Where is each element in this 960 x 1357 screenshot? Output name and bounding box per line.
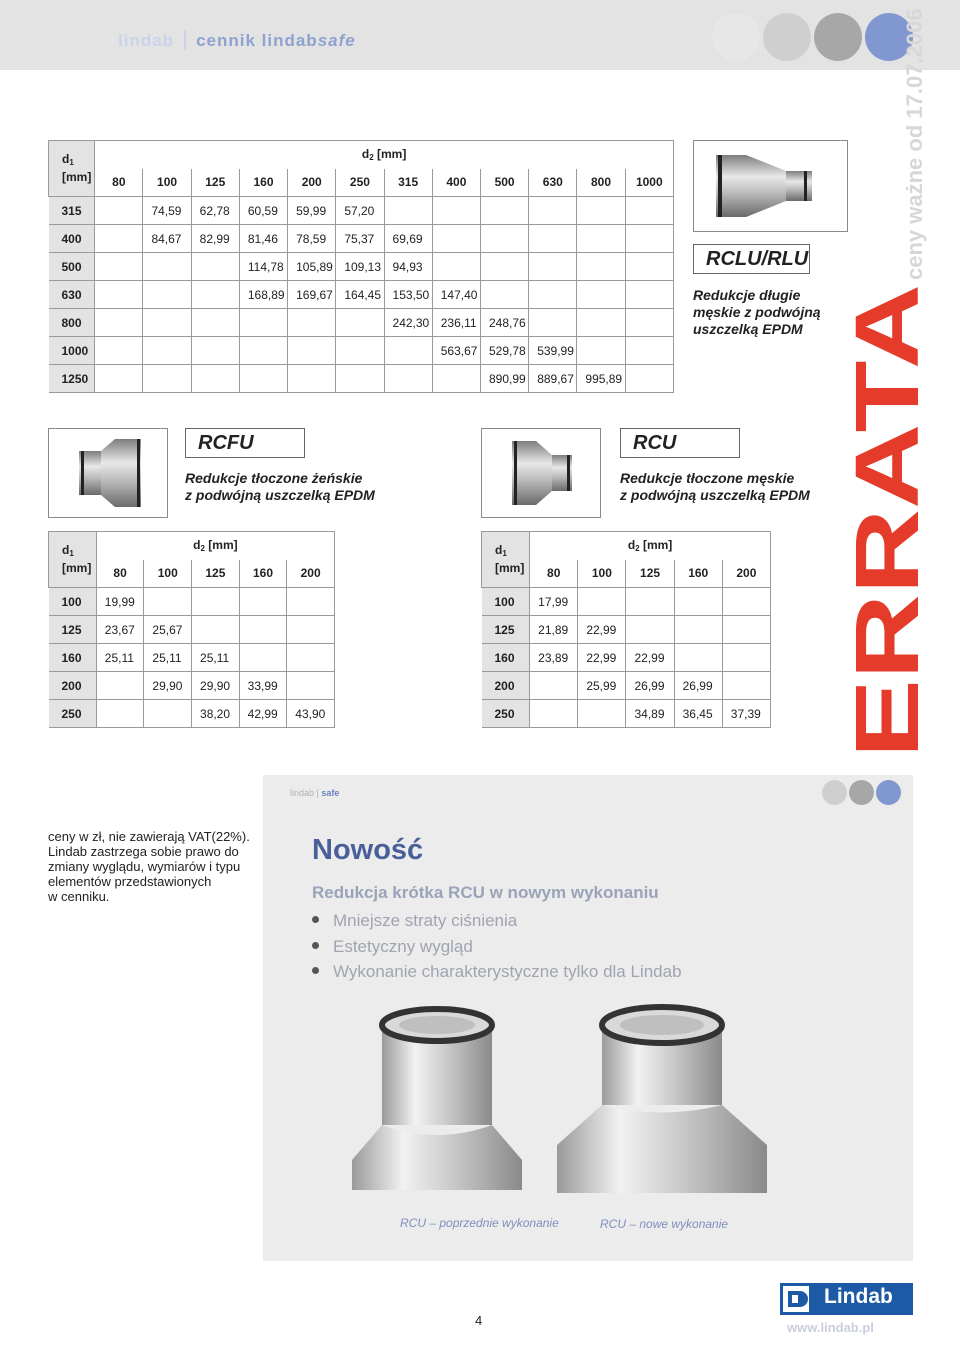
table-row (482, 672, 771, 700)
price-cell (480, 197, 528, 225)
table2-col-header: 100 (144, 560, 192, 588)
brand-name: lindab (118, 31, 175, 50)
price-cell (530, 672, 578, 700)
table3-body (482, 588, 771, 728)
price-cell (529, 309, 577, 337)
price-cell: 109,13 (336, 253, 384, 281)
price-cell (239, 309, 287, 337)
errata-text: ERRATA (838, 396, 938, 758)
price-cell (625, 337, 673, 365)
price-cell (529, 281, 577, 309)
price-cell: 248,76 (480, 309, 528, 337)
price-cell (722, 672, 770, 700)
row-header-d1: 630 (49, 281, 95, 309)
table-row (49, 253, 674, 281)
price-cell (336, 309, 384, 337)
price-cell: 563,67 (432, 337, 480, 365)
row-header-d1: 160 (482, 644, 530, 672)
price-cell: 38,20 (192, 700, 240, 728)
rcfu-description: Redukcje tłoczone żeńskie z podwójną uszczelką EPDM (185, 470, 375, 503)
price-cell: 60,59 (239, 197, 287, 225)
lower-dot-3 (876, 780, 901, 805)
price-cell (288, 365, 336, 393)
row-header-d1: 1250 (49, 365, 95, 393)
price-cell (384, 197, 432, 225)
table1-col-header: 160 (239, 169, 287, 197)
price-cell (722, 644, 770, 672)
table-row (49, 197, 674, 225)
price-cell: 82,99 (191, 225, 239, 253)
price-cell (191, 309, 239, 337)
caption-old-version: RCU – poprzednie wykonanie (400, 1216, 559, 1230)
price-cell (384, 337, 432, 365)
price-cell: 539,99 (529, 337, 577, 365)
price-cell (191, 337, 239, 365)
table1-body (49, 197, 674, 393)
row-header-d1: 160 (49, 644, 97, 672)
rclu-image-frame (693, 140, 848, 232)
price-cell (529, 253, 577, 281)
rcu-new-version (557, 1007, 767, 1193)
price-cell (144, 588, 192, 616)
table-row (49, 337, 674, 365)
bullet-dot-icon (312, 942, 319, 949)
table2-col-header: 160 (239, 560, 287, 588)
price-cell (384, 365, 432, 393)
table1-col-header: 500 (480, 169, 528, 197)
row-header-d1: 125 (482, 616, 530, 644)
price-cell (288, 309, 336, 337)
price-cell (722, 588, 770, 616)
brand-separator (184, 30, 186, 50)
table1-col-header: 250 (336, 169, 384, 197)
price-cell (625, 225, 673, 253)
price-cell: 26,99 (674, 672, 722, 700)
feature-bullet-2: Estetyczny wygląd (312, 937, 473, 957)
price-cell (288, 337, 336, 365)
header-dot-3 (814, 13, 862, 61)
table1-d2-header: $d_2$ [mm] (95, 141, 674, 169)
price-cell: 242,30 (384, 309, 432, 337)
row-header-d1: 1000 (49, 337, 95, 365)
price-cell: 57,20 (336, 197, 384, 225)
price-cell (577, 197, 625, 225)
price-cell (239, 337, 287, 365)
table1-col-header: 630 (529, 169, 577, 197)
price-cell (143, 309, 191, 337)
table-row (49, 281, 674, 309)
price-cell (529, 197, 577, 225)
price-cell: 78,59 (288, 225, 336, 253)
table-row (49, 672, 335, 700)
price-cell (95, 309, 143, 337)
rcfu-image-frame (48, 428, 168, 518)
price-cell (577, 309, 625, 337)
caption-new-version: RCU – nowe wykonanie (600, 1217, 729, 1231)
bullet-dot-icon (312, 967, 319, 974)
price-cell: 995,89 (577, 365, 625, 393)
price-cell (578, 588, 626, 616)
rcu-price-table (481, 531, 771, 728)
price-cell (432, 253, 480, 281)
price-cell: 29,90 (144, 672, 192, 700)
logo-text: Lindab (824, 1285, 893, 1308)
price-cell: 42,99 (239, 700, 287, 728)
price-cell (626, 588, 674, 616)
lower-header-band (263, 775, 913, 811)
row-header-d1: 500 (49, 253, 95, 281)
price-cell (674, 588, 722, 616)
price-cell: 25,67 (144, 616, 192, 644)
price-cell: 43,90 (287, 700, 335, 728)
price-cell (287, 644, 335, 672)
feature-bullet-3: Wykonanie charakterystyczne tylko dla Lindab (312, 962, 682, 982)
price-cell (625, 253, 673, 281)
row-header-d1: 125 (49, 616, 97, 644)
price-cell (625, 197, 673, 225)
table-row (49, 309, 674, 337)
price-cell (143, 281, 191, 309)
price-cell (432, 365, 480, 393)
rclu-label: RCLU/RLU (693, 244, 810, 274)
price-cell (577, 337, 625, 365)
header-brand (118, 30, 356, 51)
price-cell: 84,67 (143, 225, 191, 253)
new-product-title: Nowość (312, 834, 424, 866)
table1-col-header: 400 (432, 169, 480, 197)
price-cell (674, 644, 722, 672)
price-cell (95, 337, 143, 365)
price-cell (143, 337, 191, 365)
price-cell: 33,99 (239, 672, 287, 700)
price-cell (95, 281, 143, 309)
price-cell (191, 281, 239, 309)
price-cell (239, 365, 287, 393)
row-header-d1: 100 (482, 588, 530, 616)
price-cell (239, 644, 287, 672)
lower-brand: lindab | safe (290, 788, 340, 798)
price-cell (143, 253, 191, 281)
row-header-d1: 200 (49, 672, 97, 700)
price-cell: 81,46 (239, 225, 287, 253)
rclu-product-image (694, 141, 847, 231)
table2-col-header: 200 (287, 560, 335, 588)
lindab-logo-mark-icon (780, 1283, 820, 1315)
price-cell (432, 225, 480, 253)
price-cell (577, 281, 625, 309)
rcu-image-frame (481, 428, 601, 518)
table1-corner: $d_1$ [mm] (49, 141, 95, 197)
price-cell: 94,93 (384, 253, 432, 281)
price-cell (192, 588, 240, 616)
price-cell: 23,89 (530, 644, 578, 672)
price-cell (432, 197, 480, 225)
price-cell (577, 225, 625, 253)
price-cell: 75,37 (336, 225, 384, 253)
price-cell (192, 616, 240, 644)
price-cell (287, 588, 335, 616)
website-url[interactable]: www.lindab.pl (787, 1320, 874, 1335)
price-cell (674, 616, 722, 644)
table2-col-header: 80 (96, 560, 144, 588)
table1-col-header: 100 (143, 169, 191, 197)
price-cell (144, 700, 192, 728)
price-cell (95, 225, 143, 253)
price-cell (480, 281, 528, 309)
price-cell: 25,11 (192, 644, 240, 672)
price-cell: 147,40 (432, 281, 480, 309)
price-cell: 26,99 (626, 672, 674, 700)
rclu-price-table (48, 140, 674, 393)
price-cell (480, 253, 528, 281)
row-header-d1: 400 (49, 225, 95, 253)
price-cell (287, 616, 335, 644)
rclu-description: Redukcje długie męskie z podwójną uszczelką EPDM (693, 287, 821, 337)
table2-d2-header: $d_2$ [mm] (96, 532, 334, 560)
table1-col-header: 800 (577, 169, 625, 197)
price-cell: 164,45 (336, 281, 384, 309)
table-row (482, 644, 771, 672)
catalog-prefix: cennik lindab (196, 31, 318, 50)
table3-col-header: 200 (722, 560, 770, 588)
rcu-old-version (352, 1009, 522, 1190)
table3-col-header: 80 (530, 560, 578, 588)
price-cell: 169,67 (288, 281, 336, 309)
price-cell: 34,89 (626, 700, 674, 728)
price-cell: 25,99 (578, 672, 626, 700)
price-cell (530, 700, 578, 728)
table-row (49, 700, 335, 728)
errata-stamp (838, 280, 938, 760)
price-cell: 74,59 (143, 197, 191, 225)
price-disclaimer: ceny w zł, nie zawierają VAT(22%). Lindab zastrzega sobie prawo do zmiany wyglądu, wymiarów i typu elementów przedstawionych w cenniku. (48, 829, 250, 904)
price-cell: 22,99 (578, 644, 626, 672)
rcu-label: RCU (620, 428, 740, 458)
price-cell (336, 337, 384, 365)
table1-col-header: 80 (95, 169, 143, 197)
price-cell (626, 616, 674, 644)
table-row (49, 225, 674, 253)
rcfu-price-table (48, 531, 335, 728)
price-cell (578, 700, 626, 728)
price-cell (722, 616, 770, 644)
price-cell (95, 253, 143, 281)
table-row (482, 616, 771, 644)
price-cell (625, 281, 673, 309)
row-header-d1: 315 (49, 197, 95, 225)
lower-dot-1 (822, 780, 847, 805)
price-cell (529, 225, 577, 253)
price-cell: 236,11 (432, 309, 480, 337)
table3-col-header: 160 (674, 560, 722, 588)
table1-column-headers (49, 169, 674, 197)
header-dot-2 (763, 13, 811, 61)
price-cell (625, 309, 673, 337)
table-row (49, 588, 335, 616)
price-cell (96, 672, 144, 700)
price-cell: 890,99 (480, 365, 528, 393)
table3-col-header: 125 (626, 560, 674, 588)
price-cell (96, 700, 144, 728)
table-row (49, 616, 335, 644)
price-cell: 36,45 (674, 700, 722, 728)
rcu-description: Redukcje tłoczone męskie z podwójną uszczelką EPDM (620, 470, 810, 503)
feature-bullet-1: Mniejsze straty ciśnienia (312, 911, 517, 931)
table3-corner: $d_1$ [mm] (482, 532, 530, 588)
price-cell (191, 365, 239, 393)
table3-col-header: 100 (578, 560, 626, 588)
price-cell: 37,39 (722, 700, 770, 728)
price-cell: 19,99 (96, 588, 144, 616)
price-cell (287, 672, 335, 700)
table2-col-header: 125 (192, 560, 240, 588)
row-header-d1: 800 (49, 309, 95, 337)
table1-col-header: 200 (288, 169, 336, 197)
price-cell: 69,69 (384, 225, 432, 253)
price-cell: 105,89 (288, 253, 336, 281)
price-cell: 23,67 (96, 616, 144, 644)
price-cell (625, 365, 673, 393)
price-cell: 25,11 (96, 644, 144, 672)
header-dot-1 (712, 13, 760, 61)
price-cell (239, 588, 287, 616)
price-cell: 22,99 (578, 616, 626, 644)
table1-col-header: 315 (384, 169, 432, 197)
price-cell: 529,78 (480, 337, 528, 365)
rcfu-product-image (49, 429, 167, 517)
page-number: 4 (475, 1313, 483, 1328)
table-row (49, 365, 674, 393)
price-cell: 114,78 (239, 253, 287, 281)
price-cell: 21,89 (530, 616, 578, 644)
price-cell (95, 365, 143, 393)
price-cell: 168,89 (239, 281, 287, 309)
table-row (482, 700, 771, 728)
row-header-d1: 100 (49, 588, 97, 616)
bullet-dot-icon (312, 916, 319, 923)
catalog-suffix: safe (317, 31, 356, 50)
price-cell: 889,67 (529, 365, 577, 393)
price-cell: 59,99 (288, 197, 336, 225)
price-cell (191, 253, 239, 281)
price-cell: 17,99 (530, 588, 578, 616)
price-cell (95, 197, 143, 225)
price-cell (239, 616, 287, 644)
table3-d2-header: $d_2$ [mm] (530, 532, 771, 560)
price-cell: 22,99 (626, 644, 674, 672)
table-row (482, 588, 771, 616)
table1-col-header: 125 (191, 169, 239, 197)
table2-corner: $d_1$ [mm] (49, 532, 97, 588)
price-cell (577, 253, 625, 281)
new-product-subtitle: Redukcja krótka RCU w nowym wykonaniu (312, 883, 659, 902)
table2-body (49, 588, 335, 728)
price-cell: 29,90 (192, 672, 240, 700)
rcu-product-image (482, 429, 600, 517)
row-header-d1: 200 (482, 672, 530, 700)
price-cell (143, 365, 191, 393)
price-cell (336, 365, 384, 393)
price-cell: 25,11 (144, 644, 192, 672)
table-row (49, 644, 335, 672)
lower-dot-2 (849, 780, 874, 805)
row-header-d1: 250 (49, 700, 97, 728)
rcfu-label: RCFU (185, 428, 305, 458)
price-cell: 153,50 (384, 281, 432, 309)
row-header-d1: 250 (482, 700, 530, 728)
price-cell (480, 225, 528, 253)
price-cell: 62,78 (191, 197, 239, 225)
table1-col-header: 1000 (625, 169, 673, 197)
validity-note: ceny ważne od 17.07.2006 (902, 8, 927, 280)
rcu-comparison-image (372, 995, 792, 1205)
